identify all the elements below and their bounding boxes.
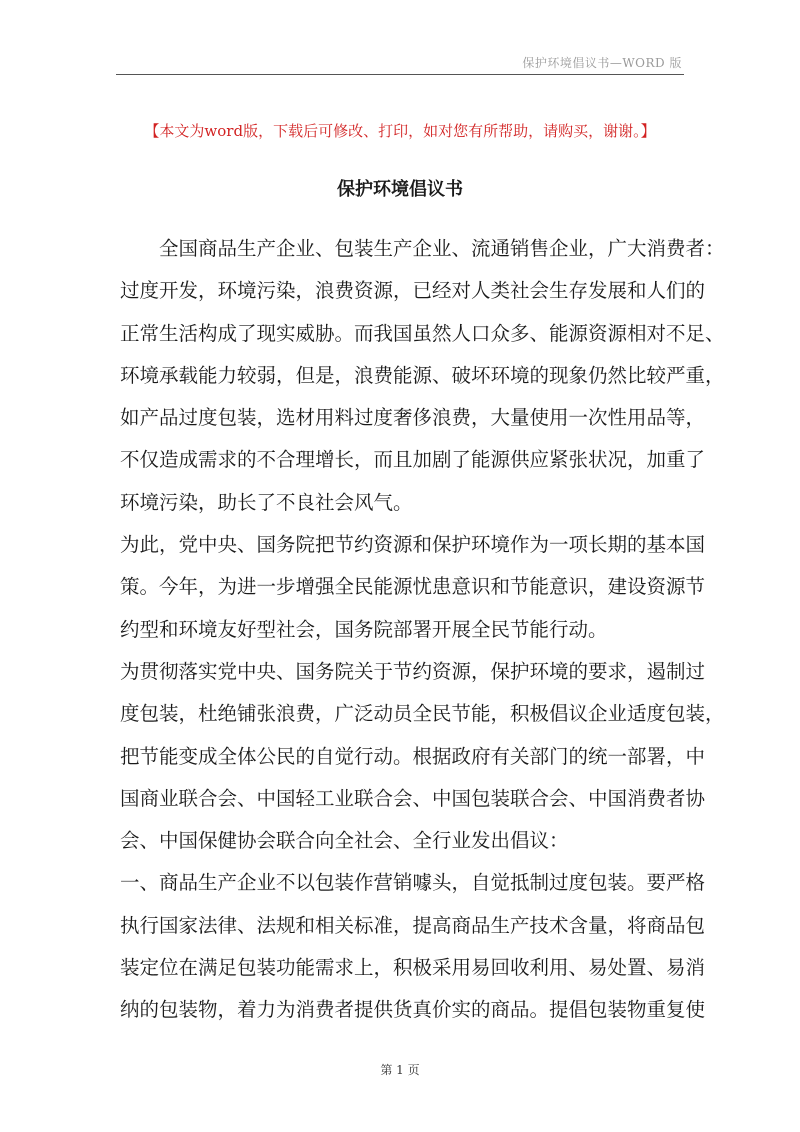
body-line: 环境承载能力较弱，但是，浪费能源、破坏环境的现象仍然比较严重， — [120, 363, 725, 387]
body-line: 全国商品生产企业、包装生产企业、流通销售企业，广大消费者： — [159, 237, 725, 260]
body-line: 策。今年，为进一步增强全民能源忧患意识和节能意识，建设资源节 — [120, 575, 706, 599]
body-line: 为贯彻落实党中央、国务院关于节约资源，保护环境的要求，遏制过 — [120, 659, 706, 683]
body-line: 正常生活构成了现实威胁。而我国虽然人口众多、能源资源相对不足、 — [120, 321, 725, 345]
body-line: 过度开发，环境污染，浪费资源，已经对人类社会生存发展和人们的 — [120, 279, 706, 303]
page-number: 第 1 页 — [380, 1063, 420, 1077]
body-line: 国商业联合会、中国轻工业联合会、中国包装联合会、中国消费者协 — [120, 786, 706, 810]
body-line: 把节能变成全体公民的自觉行动。根据政府有关部门的统一部署，中 — [120, 744, 706, 768]
body-line: 约型和环境友好型社会，国务院部署开展全民节能行动。 — [120, 617, 608, 641]
running-header: 保护环境倡议书—WORD 版 — [522, 56, 682, 70]
header-divider — [116, 74, 684, 75]
body-line: 会、中国保健协会联合向全社会、全行业发出倡议： — [120, 829, 569, 853]
body-line: 纳的包装物，着力为消费者提供货真价实的商品。提倡包装物重复使 — [120, 998, 706, 1022]
download-notice: 【本文为word版，下载后可修改、打印，如对您有所帮助，请购买，谢谢。】 — [144, 122, 656, 140]
body-line: 装定位在满足包装功能需求上，积极采用易回收利用、易处置、易消 — [120, 956, 706, 980]
document-title: 保护环境倡议书 — [337, 179, 463, 200]
body-line: 一、商品生产企业不以包装作营销噱头，自觉抵制过度包装。要严格 — [120, 871, 706, 895]
body-line: 环境污染，助长了不良社会风气。 — [120, 490, 413, 514]
body-line: 度包装，杜绝铺张浪费，广泛动员全民节能，积极倡议企业适度包装， — [120, 702, 725, 726]
body-line: 执行国家法律、法规和相关标准，提高商品生产技术含量，将商品包 — [120, 913, 706, 937]
document-body — [120, 228, 725, 1032]
body-line: 不仅造成需求的不合理增长，而且加剧了能源供应紧张状况，加重了 — [120, 448, 706, 472]
body-line: 如产品过度包装，选材用料过度奢侈浪费，大量使用一次性用品等， — [120, 406, 706, 430]
body-line: 为此，党中央、国务院把节约资源和保护环境作为一项长期的基本国 — [120, 533, 706, 557]
